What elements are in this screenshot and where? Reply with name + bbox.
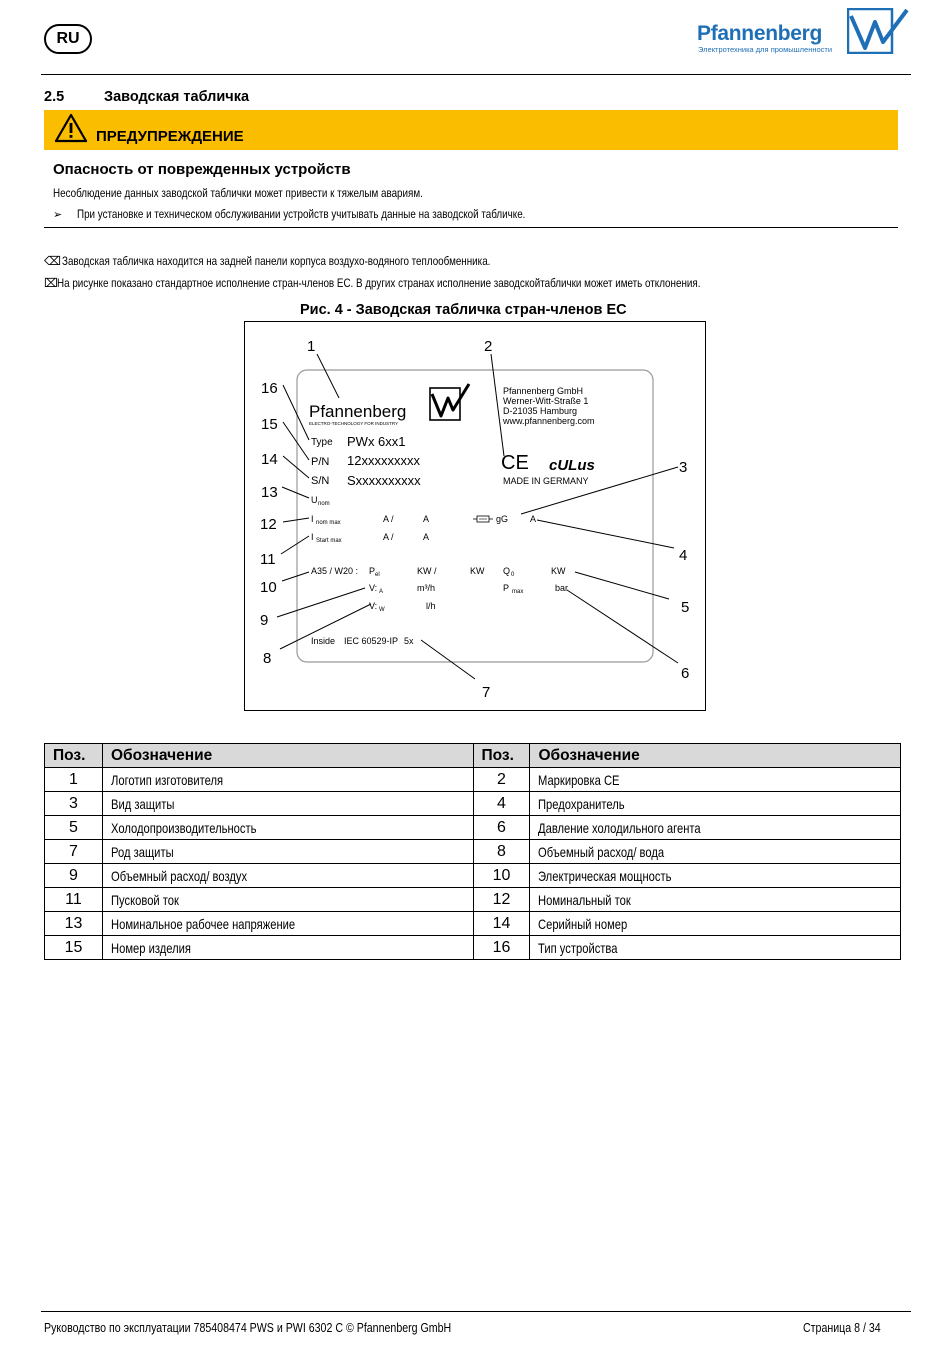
- table-row: 9 Объемный расход/ воздух 10 Электрическая мощность: [45, 864, 901, 888]
- footer-divider: [41, 1311, 911, 1312]
- danger-title: Опасность от поврежденных устройств: [53, 161, 351, 178]
- istart-label: I: [311, 532, 314, 542]
- callout-number: 5: [681, 599, 690, 616]
- header-pos: Поз.: [473, 744, 530, 768]
- pel-kw-slash: KW /: [417, 566, 437, 576]
- inom-a-unit: A: [423, 514, 430, 524]
- plate-address-line: www.pfannenberg.com: [503, 416, 595, 426]
- callout-number: 16: [261, 380, 278, 397]
- plate-address-line: Pfannenberg GmbH: [503, 386, 584, 396]
- pel-sub: el: [375, 572, 380, 578]
- callout-number: 13: [261, 484, 278, 501]
- vw-sub: W: [379, 607, 385, 613]
- nameplate-drawing: [245, 322, 705, 710]
- section-number: 2.5: [44, 89, 65, 105]
- made-in: MADE IN GERMANY: [503, 476, 589, 486]
- callout-number: 15: [261, 416, 278, 433]
- istart-a-slash: A /: [383, 532, 394, 542]
- header-designation: Обозначение: [102, 744, 473, 768]
- brand-header: [697, 8, 912, 58]
- callout-number: 12: [260, 516, 277, 533]
- arrow-bullet-icon: ➢: [53, 209, 63, 221]
- a35-label: A35 / W20 :: [311, 566, 359, 576]
- pel-label: P: [369, 566, 376, 576]
- istart-a-unit: A: [423, 532, 430, 542]
- danger-bullet: [53, 207, 624, 221]
- note-pointer-icon: ⌫: [44, 254, 61, 268]
- callout-number: 7: [482, 684, 491, 701]
- vw-unit: l/h: [426, 601, 436, 611]
- note-pointer-icon: ⌧: [44, 276, 58, 290]
- language-badge: RU: [44, 24, 92, 54]
- table-header-row: [45, 744, 901, 768]
- callout-number: 2: [484, 338, 493, 355]
- va-sub: A: [379, 589, 384, 595]
- fuse-a: A: [530, 514, 537, 524]
- header-pos: Поз.: [45, 744, 103, 768]
- pn-label: P/N: [311, 456, 330, 468]
- section-title-text: Заводская табличка: [104, 89, 250, 105]
- callout-number: 8: [263, 650, 272, 667]
- plate-address-line: Werner-Witt-Straße 1: [503, 396, 589, 406]
- sn-label: S/N: [311, 475, 330, 487]
- danger-text: Несоблюдение данных заводской таблички может привести к тяжелым авариям.: [53, 186, 423, 200]
- inom-a-slash: A /: [383, 514, 394, 524]
- q-label: Q: [503, 566, 511, 576]
- pn-value: 12xxxxxxxxx: [347, 453, 420, 468]
- callout-number: 10: [260, 579, 277, 596]
- pmax-label: P: [503, 583, 510, 593]
- callout-number: 9: [260, 612, 269, 629]
- x5-label: 5x: [404, 636, 414, 646]
- callout-number: 1: [307, 338, 316, 355]
- type-value: PWx 6xx1: [347, 434, 406, 449]
- warning-triangle-icon: [54, 113, 88, 143]
- callout-number: 14: [261, 451, 278, 468]
- table-row: 5 Холодопроизводительность 6 Давление холодильного агента: [45, 816, 901, 840]
- vw-label: V:: [369, 601, 378, 611]
- figure-caption: Рис. 4 - Заводская табличка стран-членов ЕС: [300, 302, 627, 318]
- inside-label: Inside: [311, 636, 336, 646]
- table-row: 13 Номинальное рабочее напряжение 14 Серийный номер: [45, 912, 901, 936]
- q-kw: KW: [551, 566, 566, 576]
- note-item: ⌫Заводская табличка находится на задней панели корпуса воздухо-водяного теплообменника.: [44, 254, 491, 268]
- brand-logo-icon: [847, 8, 909, 54]
- plate-address-line: D-21035 Hamburg: [503, 406, 578, 416]
- header-designation: Обозначение: [530, 744, 901, 768]
- section-title: [44, 89, 249, 105]
- unom-label: U: [311, 495, 318, 505]
- plate-logo-icon: [430, 384, 469, 420]
- fuse-icon: [473, 516, 493, 522]
- ul-mark: cULus: [549, 457, 595, 474]
- ce-mark: CE: [501, 452, 529, 474]
- nameplate-figure: [244, 321, 706, 711]
- warning-divider: [44, 227, 898, 228]
- inom-label: I: [311, 514, 314, 524]
- fuse-gg: gG: [496, 514, 509, 524]
- type-label: Type: [311, 437, 333, 448]
- table-row: 3 Вид защиты 4 Предохранитель: [45, 792, 901, 816]
- callout-number: 6: [681, 665, 690, 682]
- sn-value: Sxxxxxxxxxx: [347, 473, 421, 488]
- table-row: 15 Номер изделия 16 Тип устройства: [45, 936, 901, 960]
- warning-label: ПРЕДУПРЕЖДЕНИЕ: [96, 128, 244, 145]
- callout-number: 3: [679, 459, 688, 476]
- callout-number: 4: [679, 547, 688, 564]
- position-table: [44, 743, 901, 960]
- va-unit: m³/h: [417, 583, 435, 593]
- inom-sub: nom max: [316, 520, 341, 526]
- footer-page-number: Страница 8 / 34: [803, 1321, 881, 1335]
- iec-label: IEC 60529-IP: [344, 636, 399, 646]
- table-row: 7 Род защиты 8 Объемный расход/ вода: [45, 840, 901, 864]
- plate-brand-sub: ELECTRO-TECHNOLOGY FOR INDUSTRY: [309, 421, 399, 426]
- va-label: V:: [369, 583, 378, 593]
- footer-document-info: Руководство по эксплуатации 785408474 PWS и PWI 6302 C © Pfannenberg GmbH: [44, 1321, 452, 1335]
- q-sub: 0: [511, 572, 515, 578]
- warning-banner: [44, 110, 898, 150]
- table-row: 1 Логотип изготовителя 2 Маркировка СЕ: [45, 768, 901, 792]
- callout-number: 11: [260, 551, 276, 568]
- danger-bullet-text: При установке и техническом обслуживании устройств учитывать данные на заводской табличке.: [77, 207, 526, 221]
- brand-name: Pfannenberg: [697, 22, 823, 45]
- pel-kw: KW: [470, 566, 485, 576]
- header-divider: [41, 74, 911, 75]
- plate-brand: Pfannenberg: [309, 402, 407, 421]
- unom-sub: nom: [318, 501, 330, 507]
- table-row: 11 Пусковой ток 12 Номинальный ток: [45, 888, 901, 912]
- note-item: ⌧На рисунке показано стандартное исполнение стран-членов ЕС. В других странах исполнение заводскойтаблички может иметь отклонения.: [44, 276, 701, 290]
- brand-tagline: Электротехника для промышленности: [698, 45, 833, 54]
- pmax-sub: max: [512, 589, 524, 595]
- pmax-unit: bar: [555, 583, 569, 593]
- istart-sub: Start max: [316, 538, 342, 544]
